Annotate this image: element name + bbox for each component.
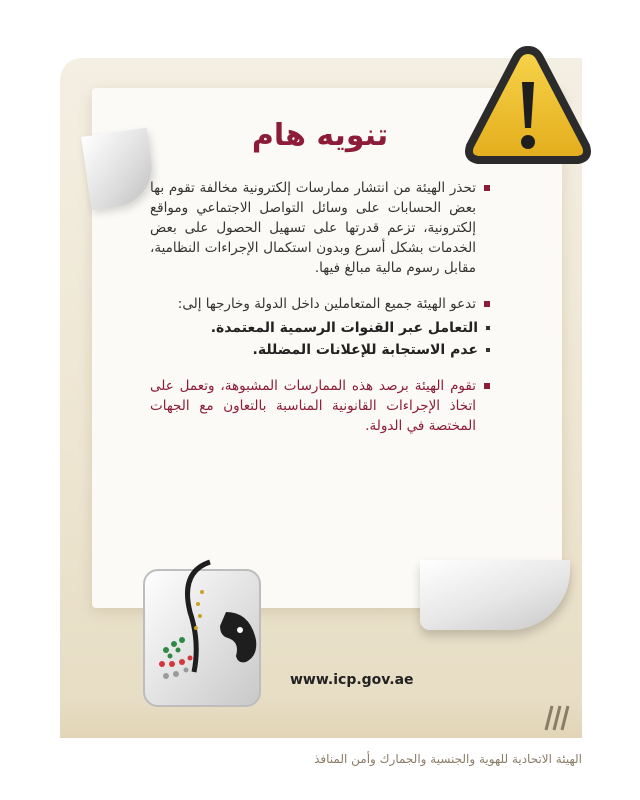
notice-bullet-monitoring: تقوم الهيئة برصد هذه الممارسات المشبوهة، وتعمل على اتخاذ الإجراءات القانونية المناسبة بالتعاون مع الجهات المختصة في الدولة. xyxy=(150,376,490,436)
website-link[interactable]: www.icp.gov.ae xyxy=(290,672,414,688)
sub-item-official-channels: التعامل عبر القنوات الرسمية المعتمدة. xyxy=(150,318,490,338)
background-frame-shade xyxy=(60,700,582,738)
notice-bullet-call-text: تدعو الهيئة جميع المتعاملين داخل الدولة وخارجها إلى: xyxy=(177,296,476,312)
brand-mark-icon xyxy=(540,700,570,736)
warning-triangle-icon xyxy=(462,42,594,172)
sub-item-ignore-ads: عدم الاستجابة للإعلانات المضللة. xyxy=(150,340,490,360)
notice-content xyxy=(150,178,490,452)
page-title: تنويه هام xyxy=(251,118,389,153)
footer-organization-name: الهيئة الاتحادية للهوية والجنسية والجمارك وأمن المنافذ xyxy=(314,752,582,766)
notice-bullet-call xyxy=(150,294,490,314)
falcon-logo-icon xyxy=(140,552,266,712)
notice-bullet-warning: تحذر الهيئة من انتشار ممارسات إلكترونية مخالفة تقوم بها بعض الحسابات على وسائل التواصل الاجتماعي ومواقع إلكترونية، تزعم قدرتها على تسهيل الحصول على بعض الخدمات بشكل أسرع وبدون استكمال الإجراءات النظامية، مقابل رسوم مالية مبالغ فيها. xyxy=(150,178,490,278)
